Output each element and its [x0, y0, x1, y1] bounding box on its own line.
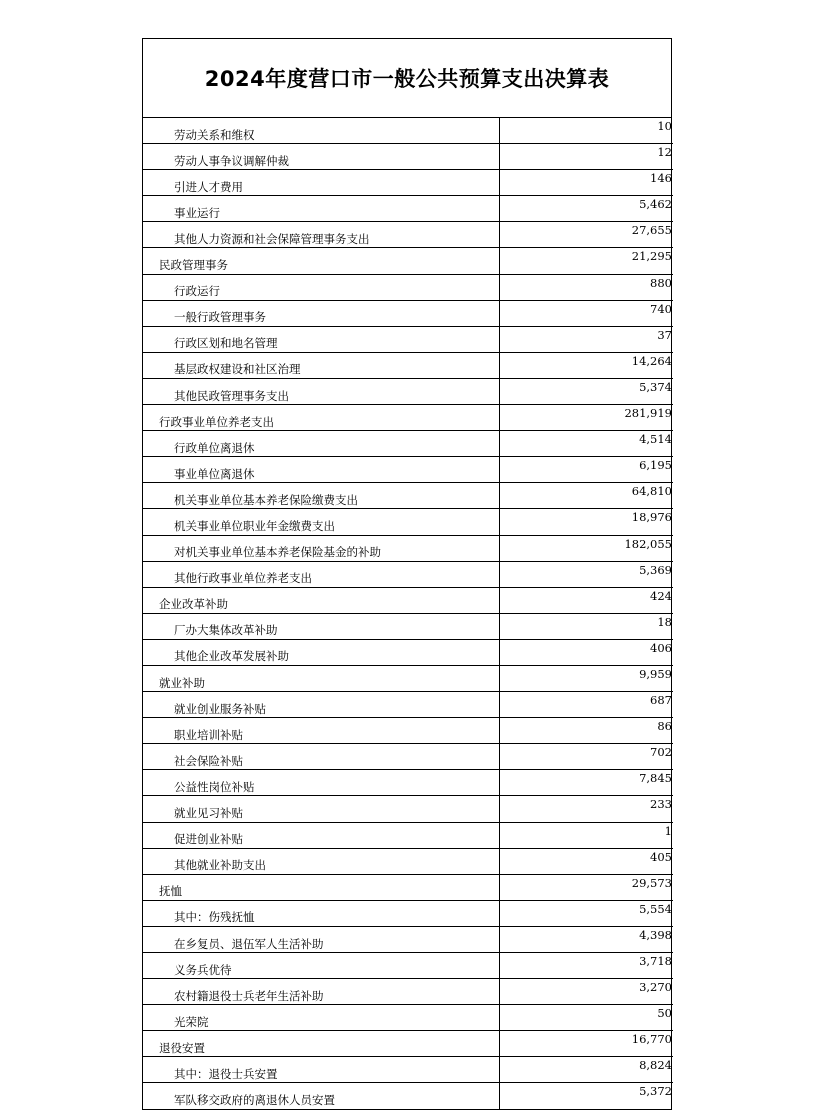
row-amount: 8,824: [499, 1057, 673, 1083]
row-amount: 281,919: [499, 405, 673, 431]
row-amount: 9,959: [499, 665, 673, 691]
row-item-name: 行政运行: [143, 274, 499, 300]
table-row: [143, 926, 673, 952]
row-amount: 14,264: [499, 352, 673, 378]
table-row: [143, 770, 673, 796]
row-amount: 740: [499, 300, 673, 326]
table-row: [143, 561, 673, 587]
row-item-name: 民政管理事务: [143, 248, 499, 274]
row-amount: 3,718: [499, 953, 673, 979]
row-amount: 5,462: [499, 196, 673, 222]
table-row: [143, 378, 673, 404]
row-item-name: 促进创业补贴: [143, 822, 499, 848]
table-row: [143, 1083, 673, 1109]
row-item-name: 社会保险补贴: [143, 744, 499, 770]
page-title: 2024年度营口市一般公共预算支出决算表: [143, 39, 671, 118]
table-row: [143, 953, 673, 979]
row-item-name: 其他民政管理事务支出: [143, 378, 499, 404]
table-row: [143, 613, 673, 639]
row-item-name: 就业补助: [143, 665, 499, 691]
row-item-name: 劳动人事争议调解仲裁: [143, 144, 499, 170]
row-item-name: 义务兵优待: [143, 953, 499, 979]
table-row: [143, 874, 673, 900]
row-amount: 7,845: [499, 770, 673, 796]
row-amount: 21,295: [499, 248, 673, 274]
table-row: [143, 170, 673, 196]
row-item-name: 就业创业服务补贴: [143, 692, 499, 718]
table-row: [143, 587, 673, 613]
table-row: [143, 744, 673, 770]
table-row: [143, 692, 673, 718]
row-item-name: 就业见习补贴: [143, 796, 499, 822]
row-amount: 16,770: [499, 1031, 673, 1057]
table-row: [143, 979, 673, 1005]
table-row: [143, 900, 673, 926]
table-row: [143, 405, 673, 431]
table-row: [143, 535, 673, 561]
row-item-name: 其中：伤残抚恤: [143, 900, 499, 926]
table-row: [143, 196, 673, 222]
table-row: [143, 665, 673, 691]
table-row: [143, 274, 673, 300]
table-row: [143, 222, 673, 248]
row-item-name: 机关事业单位职业年金缴费支出: [143, 509, 499, 535]
row-amount: 5,369: [499, 561, 673, 587]
row-amount: 233: [499, 796, 673, 822]
row-amount: 5,554: [499, 900, 673, 926]
row-amount: 12: [499, 144, 673, 170]
row-item-name: 引进人才费用: [143, 170, 499, 196]
table-row: [143, 848, 673, 874]
table-row: [143, 248, 673, 274]
row-item-name: 厂办大集体改革补助: [143, 613, 499, 639]
row-amount: 4,398: [499, 926, 673, 952]
row-amount: 702: [499, 744, 673, 770]
row-amount: 5,374: [499, 378, 673, 404]
row-amount: 424: [499, 587, 673, 613]
table-row: [143, 483, 673, 509]
row-item-name: 其他企业改革发展补助: [143, 639, 499, 665]
row-item-name: 行政区划和地名管理: [143, 326, 499, 352]
row-item-name: 劳动关系和维权: [143, 118, 499, 144]
row-amount: 406: [499, 639, 673, 665]
row-amount: 687: [499, 692, 673, 718]
table-row: [143, 431, 673, 457]
table-row: [143, 352, 673, 378]
row-item-name: 抚恤: [143, 874, 499, 900]
row-item-name: 企业改革补助: [143, 587, 499, 613]
row-amount: 50: [499, 1005, 673, 1031]
row-item-name: 基层政权建设和社区治理: [143, 352, 499, 378]
table-row: [143, 509, 673, 535]
row-item-name: 机关事业单位基本养老保险缴费支出: [143, 483, 499, 509]
expenditure-table: [143, 118, 673, 1109]
row-item-name: 军队移交政府的离退休人员安置: [143, 1083, 499, 1109]
table-row: [143, 457, 673, 483]
table-row: [143, 639, 673, 665]
row-amount: 18,976: [499, 509, 673, 535]
row-item-name: 一般行政管理事务: [143, 300, 499, 326]
table-row: [143, 718, 673, 744]
row-amount: 1: [499, 822, 673, 848]
table-row: [143, 326, 673, 352]
row-item-name: 在乡复员、退伍军人生活补助: [143, 926, 499, 952]
row-amount: 37: [499, 326, 673, 352]
row-amount: 5,372: [639, 1084, 672, 1099]
row-item-name: 退役安置: [143, 1031, 499, 1057]
row-item-name: 职业培训补贴: [143, 718, 499, 744]
row-item-name: 其他就业补助支出: [143, 848, 499, 874]
row-amount: 86: [499, 718, 673, 744]
table-row: [143, 1031, 673, 1057]
row-item-name: 行政事业单位养老支出: [143, 405, 499, 431]
row-amount: 182,055: [499, 535, 673, 561]
table-row: [143, 796, 673, 822]
table-row: [143, 822, 673, 848]
row-item-name: 其他人力资源和社会保障管理事务支出: [143, 222, 499, 248]
row-item-name: 行政单位离退休: [143, 431, 499, 457]
row-amount: 405: [499, 848, 673, 874]
row-item-name: 其中：退役士兵安置: [143, 1057, 499, 1083]
row-amount: 6,195: [499, 457, 673, 483]
row-item-name: 其他行政事业单位养老支出: [143, 561, 499, 587]
table-row: [143, 118, 673, 144]
table-row: [143, 300, 673, 326]
table-body: [143, 118, 673, 1109]
row-amount: 18: [499, 613, 673, 639]
table-row: [143, 1057, 673, 1083]
row-amount: 880: [499, 274, 673, 300]
row-amount: 27,655: [499, 222, 673, 248]
row-amount: 3,270: [499, 979, 673, 1005]
row-amount: 146: [499, 170, 673, 196]
table-row: [143, 144, 673, 170]
row-amount: 29,573: [499, 874, 673, 900]
row-item-name: 公益性岗位补贴: [143, 770, 499, 796]
row-item-name: 农村籍退役士兵老年生活补助: [143, 979, 499, 1005]
row-item-name: 对机关事业单位基本养老保险基金的补助: [143, 535, 499, 561]
row-amount: 10: [499, 118, 673, 144]
row-item-name: 事业单位离退休: [143, 457, 499, 483]
row-amount: 4,514: [499, 431, 673, 457]
budget-sheet: [142, 38, 672, 1110]
table-row: [143, 1005, 673, 1031]
row-amount: 64,810: [499, 483, 673, 509]
row-item-name: 光荣院: [143, 1005, 499, 1031]
row-item-name: 事业运行: [143, 196, 499, 222]
